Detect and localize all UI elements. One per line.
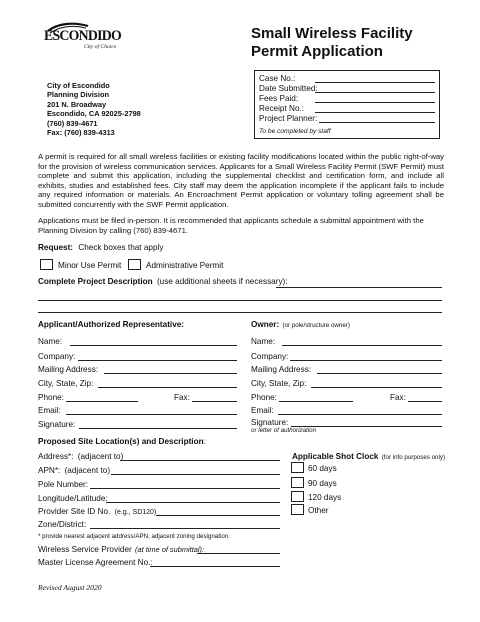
shot-clock-120-label: 120 days [308,493,342,502]
shot-clock-60-label: 60 days [308,464,337,473]
owner-company-field[interactable] [290,360,442,361]
owner-email-label: Email: [251,406,274,415]
shot-clock-hint: (for info purposes only) [381,454,445,461]
applicant-company-field[interactable] [78,360,237,361]
shot-clock-120-checkbox[interactable] [291,491,304,502]
office-line: Planning Division [47,90,110,100]
owner-heading: Owner: [251,320,280,329]
administrative-permit-label: Administrative Permit [146,261,224,270]
staff-fees-paid: Fees Paid: [259,94,299,103]
site-zone-field[interactable] [90,528,280,529]
site-provider-field[interactable] [156,515,280,516]
site-address-label: Address*: [38,452,74,461]
minor-use-permit-checkbox[interactable] [40,259,53,270]
staff-case-no: Case No.: [259,74,296,83]
owner-city-field[interactable] [311,387,442,388]
site-pole-field[interactable] [90,488,280,489]
staff-receipt-line[interactable] [315,112,435,113]
staff-receipt-no: Receipt No.: [259,104,305,113]
intro-paragraph-1: A permit is required for all small wireless facilities or existing facility modifications located within the public right-of-way for the provision of wireless communication services. Applicants for a Small Wireless Facility Permit (SWF Permit) must complete and submit this application, including the supplemental checklist and certification form, and include all exhibits, studies and established fees. City staff may deem the application incomplete if the applicant fails to include any required information or materials. An Encroachment Permit application or voluntary tolling agreement shall be submitted concurrently with the SWF Permit application. [38,152,444,209]
applicant-signature-label: Signature: [38,420,76,429]
site-latlong-label: Longitude/Latitude: [38,494,108,503]
staff-date-submitted: Date Submitted: [259,84,318,93]
office-line: 201 N. Broadway [47,99,107,109]
site-zone-label: Zone/District: [38,520,87,529]
owner-fax-label: Fax: [390,393,406,402]
page-title-line2: Permit Application [251,43,383,60]
city-logo [44,22,120,52]
logo-wordmark: ESCONDIDO [44,28,121,44]
office-address [47,81,141,137]
shot-clock-other-checkbox[interactable] [291,504,304,515]
site-wsp-row [38,545,204,555]
site-address-field[interactable] [120,460,280,461]
site-wsp-label: Wireless Service Provider [38,545,132,554]
minor-use-permit-label: Minor Use Permit [58,261,122,270]
project-description-line-2[interactable] [38,300,442,301]
staff-note: To be completed by staff [259,128,331,135]
revised-date: Revised August 2020 [38,583,102,592]
applicant-signature-field[interactable] [79,428,237,429]
site-address-row [38,452,123,462]
staff-box [254,70,440,139]
shot-clock-90-label: 90 days [308,479,337,488]
owner-phone-field[interactable] [279,401,353,402]
applicant-mailing-label: Mailing Address: [38,365,99,374]
office-line: City of Escondido [47,81,110,90]
owner-mailing-label: Mailing Address: [251,365,312,374]
site-mla-label: Master License Agreement No.: [38,558,153,567]
owner-heading-hint: (or pole/structure owner) [282,322,350,329]
owner-name-label: Name: [251,337,276,346]
site-heading-row [38,437,206,447]
applicant-mailing-field[interactable] [104,373,237,374]
request-row [38,243,163,253]
request-label: Request: [38,243,74,252]
applicant-phone-field[interactable] [66,401,138,402]
applicant-fax-field[interactable] [192,401,237,402]
owner-mailing-field[interactable] [317,373,442,374]
shot-clock-60-checkbox[interactable] [291,462,304,473]
applicant-name-field[interactable] [70,345,237,346]
site-address-hint: (adjacent to) [77,452,124,461]
site-provider-hint: (e.g., SD120) [114,509,157,516]
shot-clock-heading: Applicable Shot Clock [292,452,379,461]
owner-phone-label: Phone: [251,393,277,402]
owner-heading-row [251,320,350,331]
applicant-email-label: Email: [38,406,61,415]
site-provider-row [38,507,156,518]
applicant-email-field[interactable] [66,414,237,415]
shot-clock-90-checkbox[interactable] [291,477,304,488]
owner-fax-field[interactable] [408,401,442,402]
office-line: Escondido, CA 92025-2798 [47,109,141,119]
owner-signature-note: or letter of authorization [251,427,317,434]
staff-fees-line[interactable] [315,102,435,103]
request-hint: Check boxes that apply [78,243,164,252]
office-line: (760) 839-4671 [47,118,98,128]
staff-planner-line[interactable] [319,122,435,123]
intro-paragraph-2: Applications must be filed in-person. It is recommended that applicants schedule a submittal appointment with the Planning Division by calling (760) 839-4671. [38,216,424,235]
site-apn-label: APN*: [38,466,61,475]
staff-date-line[interactable] [315,92,435,93]
applicant-phone-label: Phone: [38,393,64,402]
owner-city-label: City, State, Zip: [251,379,307,388]
office-line: Fax: (760) 839-4313 [47,128,115,138]
project-description-label: Complete Project Description [38,277,153,286]
applicant-fax-label: Fax: [174,393,190,402]
site-latlong-field[interactable] [106,502,280,503]
site-apn-row [38,466,110,476]
staff-case-no-line[interactable] [315,82,435,83]
owner-email-field[interactable] [278,414,442,415]
page-title-line1: Small Wireless Facility [251,25,413,42]
owner-company-label: Company: [251,352,289,361]
site-heading: Proposed Site Location(s) and Description [38,437,204,446]
logo-tagline: City of Choice [84,44,117,50]
site-footnote: * provide nearest adjacent address/APN, adjacent zoning designation. [38,533,230,540]
site-provider-label: Provider Site ID No. [38,507,111,516]
applicant-heading: Applicant/Authorized Representative: [38,320,185,329]
site-heading-colon: : [203,437,206,446]
applicant-city-field[interactable] [98,387,237,388]
applicant-city-label: City, State, Zip: [38,379,94,388]
site-mla-field[interactable] [150,566,280,567]
site-pole-label: Pole Number: [38,480,89,489]
staff-project-planner: Project Planner: [259,114,318,123]
project-description-row [38,277,288,287]
project-description-hint: (use additional sheets if necessary): [156,277,288,286]
applicant-company-label: Company: [38,352,76,361]
site-apn-field[interactable] [111,474,280,475]
site-apn-hint: (adjacent to) [64,466,111,475]
owner-signature-label: Signature: [251,418,289,427]
shot-clock-other-label: Other [308,506,329,515]
site-wsp-hint: (at time of submittal): [135,545,205,554]
administrative-permit-checkbox[interactable] [128,259,141,270]
project-description-line-1[interactable] [276,287,442,288]
shot-clock-heading-row [292,452,445,463]
applicant-name-label: Name: [38,337,63,346]
project-description-line-3[interactable] [38,312,442,313]
owner-name-field[interactable] [282,345,442,346]
site-wsp-field[interactable] [197,553,280,554]
